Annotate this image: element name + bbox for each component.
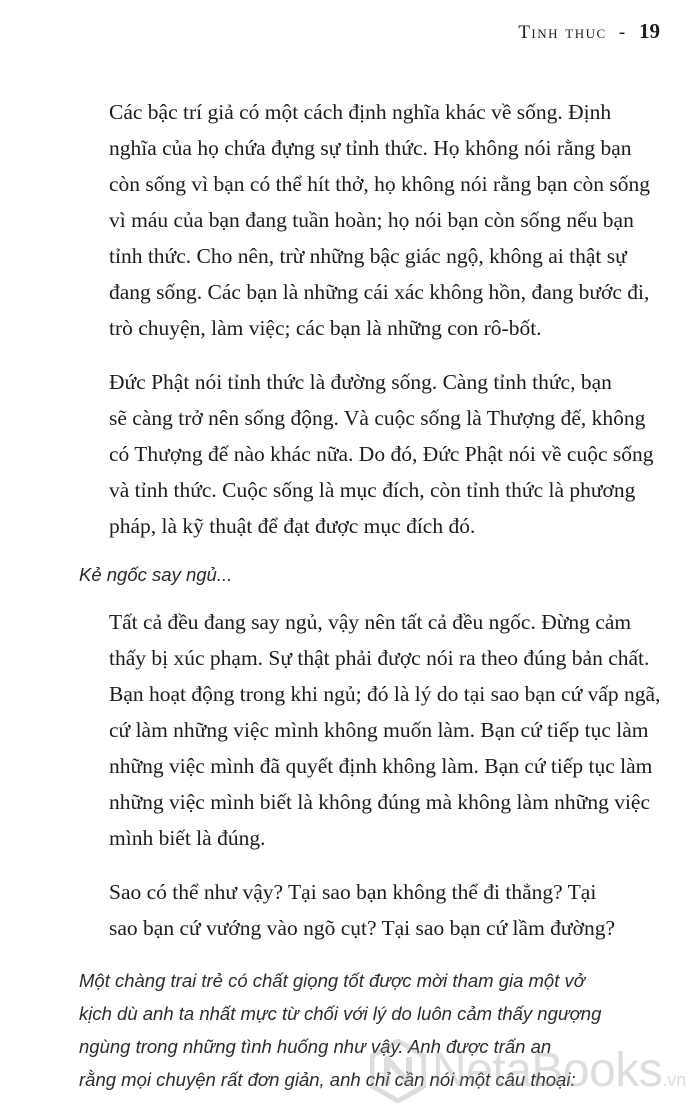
watermark-text	[432, 1043, 686, 1098]
text-line: Bạn hoạt động trong khi ngủ; đó là lý do tại sao bạn cứ vấp ngã,	[109, 682, 661, 706]
story-line: kịch dù anh ta nhất mực từ chối với lý do luôn cảm thấy ngượng	[79, 1003, 602, 1024]
paragraph-1	[79, 94, 671, 346]
text-line: sao bạn cứ vướng vào ngõ cụt? Tại sao bạn cứ lầm đường?	[109, 916, 615, 940]
watermark-brand: NetaBooks	[432, 1044, 663, 1097]
header-separator: -	[618, 22, 627, 43]
text-line: còn sống vì bạn có thể hít thở, họ không nói rằng bạn còn sống	[109, 172, 651, 196]
body-text	[79, 94, 671, 1096]
text-line: pháp, là kỹ thuật để đạt được mục đích đó.	[109, 514, 476, 538]
text-line: Sao có thể như vậy? Tại sao bạn không thể đi thẳng? Tại	[109, 880, 597, 904]
text-line: cứ làm những việc mình không muốn làm. Bạn cứ tiếp tục làm	[109, 718, 649, 742]
text-line: mình biết là đúng.	[109, 826, 266, 850]
text-line: và tỉnh thức. Cuộc sống là mục đích, còn tỉnh thức là phương	[109, 478, 636, 502]
paragraph-4	[79, 874, 671, 946]
text-line: Các bậc trí giả có một cách định nghĩa khác về sống. Định	[109, 100, 612, 124]
netabooks-watermark	[370, 1035, 700, 1107]
text-line: Đức Phật nói tỉnh thức là đường sống. Càng tỉnh thức, bạn	[109, 370, 612, 394]
watermark-suffix: .vn	[662, 1070, 687, 1090]
paragraph-2	[79, 364, 671, 544]
text-line: đang sống. Các bạn là những cái xác không hồn, đang bước đi,	[109, 280, 650, 304]
text-line: tỉnh thức. Cho nên, trừ những bậc giác ngộ, không ai thật sự	[109, 244, 627, 268]
section-subheading: Kẻ ngốc say ngủ...	[79, 564, 233, 585]
story-line: ngùng trong những tình huống như vậy. Anh được trấn an	[79, 1036, 552, 1057]
text-line: những việc mình đã quyết định không làm. Bạn cứ tiếp tục làm	[109, 754, 653, 778]
paragraph-3	[79, 604, 671, 856]
netabooks-logo-icon	[370, 1039, 426, 1103]
text-line: sẽ càng trở nên sống động. Và cuộc sống là Thượng đế, không	[109, 406, 646, 430]
text-line: thấy bị xúc phạm. Sự thật phải được nói ra theo đúng bản chất.	[109, 646, 650, 670]
text-line: những việc mình biết là không đúng mà không làm những việc	[109, 790, 651, 814]
story-line: rằng mọi chuyện rất đơn giản, anh chỉ cần nói một câu thoại:	[79, 1069, 576, 1090]
page-number: 19	[639, 19, 660, 43]
text-line: có Thượng đế nào khác nữa. Do đó, Đức Phật nói về cuộc sống	[109, 442, 654, 466]
text-line: trò chuyện, làm việc; các bạn là những con rô-bốt.	[109, 316, 542, 340]
text-line: vì máu của bạn đang tuần hoàn; họ nói bạn còn sống nếu bạn	[109, 208, 634, 232]
running-header	[518, 19, 660, 44]
text-line: nghĩa của họ chứa đựng sự tỉnh thức. Họ không nói rằng bạn	[109, 136, 632, 160]
text-line: Tất cả đều đang say ngủ, vậy nên tất cả đều ngốc. Đừng cảm	[109, 610, 632, 634]
running-title: Tinh thuc	[518, 22, 607, 43]
story-line: Một chàng trai trẻ có chất giọng tốt được mời tham gia một vở	[79, 970, 585, 991]
